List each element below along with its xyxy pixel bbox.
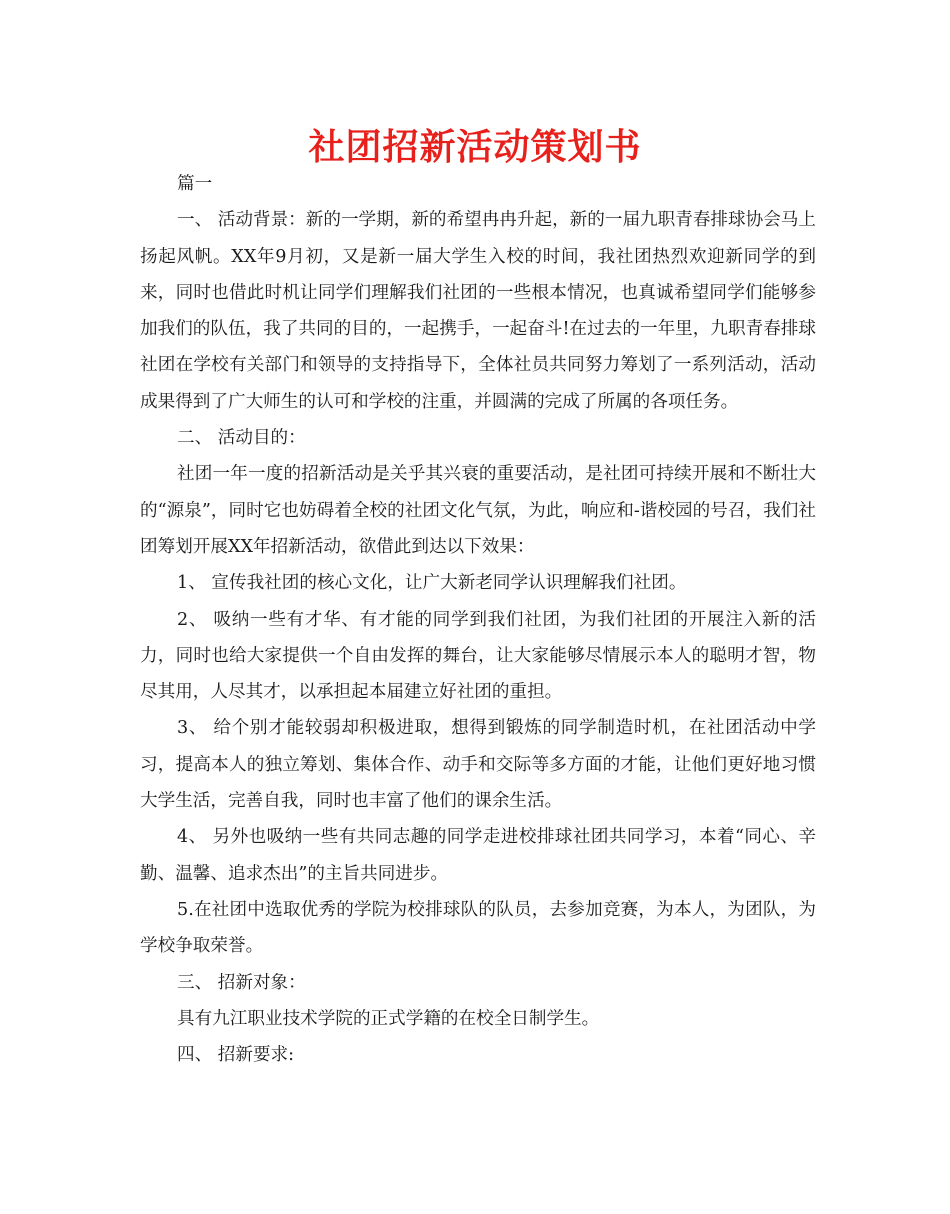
- document-title: 社团招新活动策划书: [308, 127, 642, 168]
- paragraph-goal-4: 4、 另外也吸纳一些有共同志趣的同学走进校排球社团共同学习，本着“同心、辛勤、温馨、追求杰出”的主旨共同进步。: [140, 827, 816, 884]
- document-body: [140, 166, 816, 1073]
- paragraph-purpose-intro: 社团一年一度的招新活动是关乎其兴衰的重要活动，是社团可持续开展和不断壮大的“源泉”，同时它也妨碍着全校的社团文化气氛，为此，响应和-谐校园的号召，我们社团筹划开展XX年招新活动，欲借此到达以下效果：: [140, 464, 816, 557]
- paragraph-part-label: 篇一: [177, 174, 213, 194]
- paragraph-target-heading: 三、 招新对象：: [177, 972, 306, 993]
- paragraph-background: 一、 活动背景：新的一学期，新的希望冉冉升起，新的一届九职青春排球协会马上扬起风帆。XX年9月初，又是新一届大学生入校的时间，我社团热烈欢迎新同学的到来，同时也借此时机让同学们理解我们社团的一些根本情况，也真诚希望同学们能够参加我们的队伍，我了共同的目的，一起携手，一起奋斗!在过去的一年里，九职青春排球社团在学校有关部门和领导的支持指导下，全体社员共同努力筹划了一系列活动，活动成果得到了广大师生的认可和学校的注重，并圆满的完成了所属的各项任务。: [140, 210, 816, 412]
- paragraph-purpose-heading: 二、 活动目的：: [177, 428, 306, 449]
- paragraph-requirements-heading: 四、 招新要求:: [177, 1045, 295, 1066]
- paragraph-goal-5: 5.在社团中选取优秀的学院为校排球队的队员，去参加竞赛，为本人，为团队，为学校争取荣誉。: [140, 899, 816, 957]
- paragraph-goal-1: 1、 宣传我社团的核心文化，让广大新老同学认识理解我们社团。: [177, 573, 687, 594]
- paragraph-goal-3: 3、 给个别才能较弱却积极进取，想得到锻炼的同学制造时机，在社团活动中学习，提高本人的独立筹划、集体合作、动手和交际等多方面的才能，让他们更好地习惯大学生活，完善自我，同时也丰富了他们的课余生活。: [140, 718, 816, 812]
- paragraph-goal-2: 2、 吸纳一些有才华、有才能的同学到我们社团，为我们社团的开展注入新的活力，同时也给大家提供一个自由发挥的舞台，让大家能够尽情展示本人的聪明才智，物尽其用，人尽其才，以承担起本届建立好社团的重担。: [140, 609, 816, 703]
- paragraph-target-body: 具有九江职业技术学院的正式学籍的在校全日制学生。: [177, 1008, 600, 1029]
